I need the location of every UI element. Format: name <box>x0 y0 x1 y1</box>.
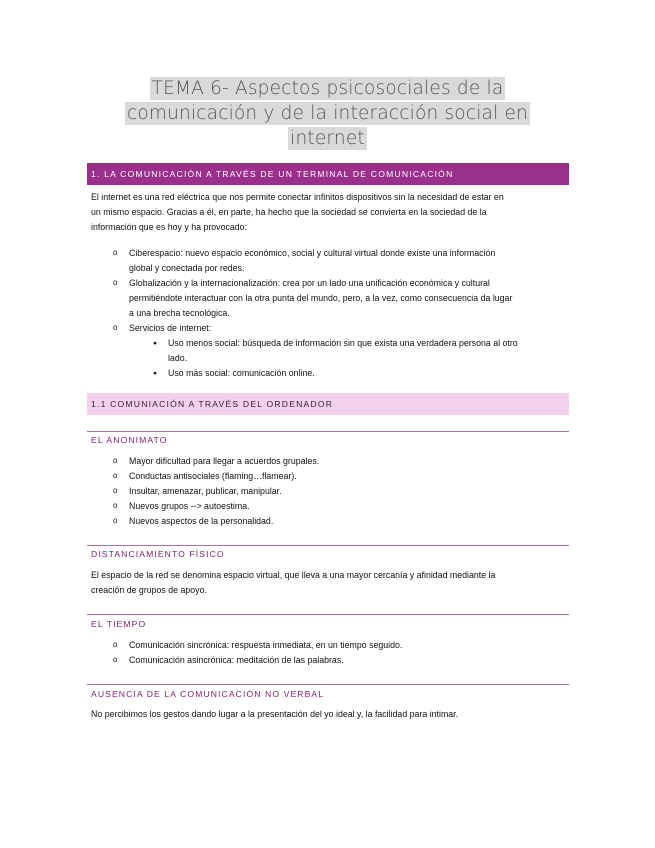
ausencia-text: No percibimos los gestos dando lugar a la presentación del yo ideal y, la facilidad para intimar. <box>91 709 459 719</box>
paragraph-line: creación de grupos de apoyo. <box>91 585 207 595</box>
title-line-3: internet <box>290 128 365 149</box>
section-divider <box>87 684 569 685</box>
anonimato-heading: EL ANONIMATO <box>91 435 168 445</box>
list-item: o Mayor dificultad para llegar a acuerdos grupales. <box>129 454 569 469</box>
section-1-bullet-list <box>129 246 569 336</box>
list-item <box>129 276 569 321</box>
ausencia-heading: AUSENCIA DE LA COMUNICACIÓN NO VERBAL <box>91 689 325 699</box>
list-item <box>129 246 569 276</box>
intro-line: El internet es una red eléctrica que nos permite conectar infinitos dispositivos sin la necesidad de estar en <box>91 192 504 202</box>
list-item-line: ● Uso menos social: búsqueda de información sin que exista una verdadera persona al otro <box>168 338 518 348</box>
list-item: o Nuevos aspectos de la personalidad. <box>129 514 569 529</box>
list-item: o Conductas antisociales (flaming…flamear). <box>129 469 569 484</box>
section-divider <box>87 545 569 546</box>
list-item-line: o Servicios de internet: <box>129 323 212 333</box>
document-title <box>0 76 655 151</box>
distanciamiento-heading: DISTANCIAMIENTO FÍSICO <box>91 549 225 559</box>
list-item <box>168 366 568 381</box>
list-item-line: lado. <box>168 353 188 363</box>
title-line-1: TEMA 6- Aspectos psicosociales de la <box>151 78 504 99</box>
list-item-line: a una brecha tecnológica. <box>129 308 230 318</box>
anonimato-list <box>129 454 569 529</box>
paragraph-line: El espacio de la red se denomina espacio virtual, que lleva a una mayor cercanía y afinidad mediante la <box>91 570 496 580</box>
intro-line: información que es hoy y ha provocado: <box>91 222 247 232</box>
section-1-1-heading: 1.1 COMUNIACIÓN A TRAVÉS DEL ORDENADOR <box>87 393 569 415</box>
list-item: o Nuevos grupos --> autoestima. <box>129 499 569 514</box>
list-item-line: permitiéndote interactuar con la otra punta del mundo, pero, a la vez, como consecuencia da lugar <box>129 293 513 303</box>
list-item: o Comunicación asincrónica: meditación de las palabras. <box>129 653 569 668</box>
section-divider <box>87 614 569 615</box>
list-item-line: o Ciberespacio: nuevo espacio económico, social y cultural virtual donde existe una información <box>129 248 496 258</box>
title-line-2: comunicación y de la interacción social en <box>126 103 529 124</box>
section-1-heading: 1. LA COMUNICACIÓN A TRAVÉS DE UN TERMINAL DE COMUNICACIÓN <box>87 163 569 185</box>
internet-services-sub-list <box>168 336 568 381</box>
distanciamiento-text <box>91 568 569 598</box>
list-item <box>168 336 568 366</box>
list-item: o Comunicación sincrónica: respuesta inmediata, en un tiempo seguido. <box>129 638 569 653</box>
list-item-line: o Globalización y la internacionalización: crea por un lado una unificación económica y cultural <box>129 278 490 288</box>
list-item <box>129 321 569 336</box>
list-item-line: global y conectada por redes. <box>129 263 245 273</box>
tiempo-heading: EL TIEMPO <box>91 619 147 629</box>
intro-line: un mismo espacio. Gracias a él, en parte, ha hecho que la sociedad se convierta en la sociedad de la <box>91 207 487 217</box>
section-divider <box>87 431 569 432</box>
tiempo-list <box>129 638 569 668</box>
list-item-line: ● Uso más social: comunicación online. <box>168 368 315 378</box>
list-item: o Insultar, amenazar, publicar, manipular. <box>129 484 569 499</box>
section-1-intro <box>91 190 569 235</box>
